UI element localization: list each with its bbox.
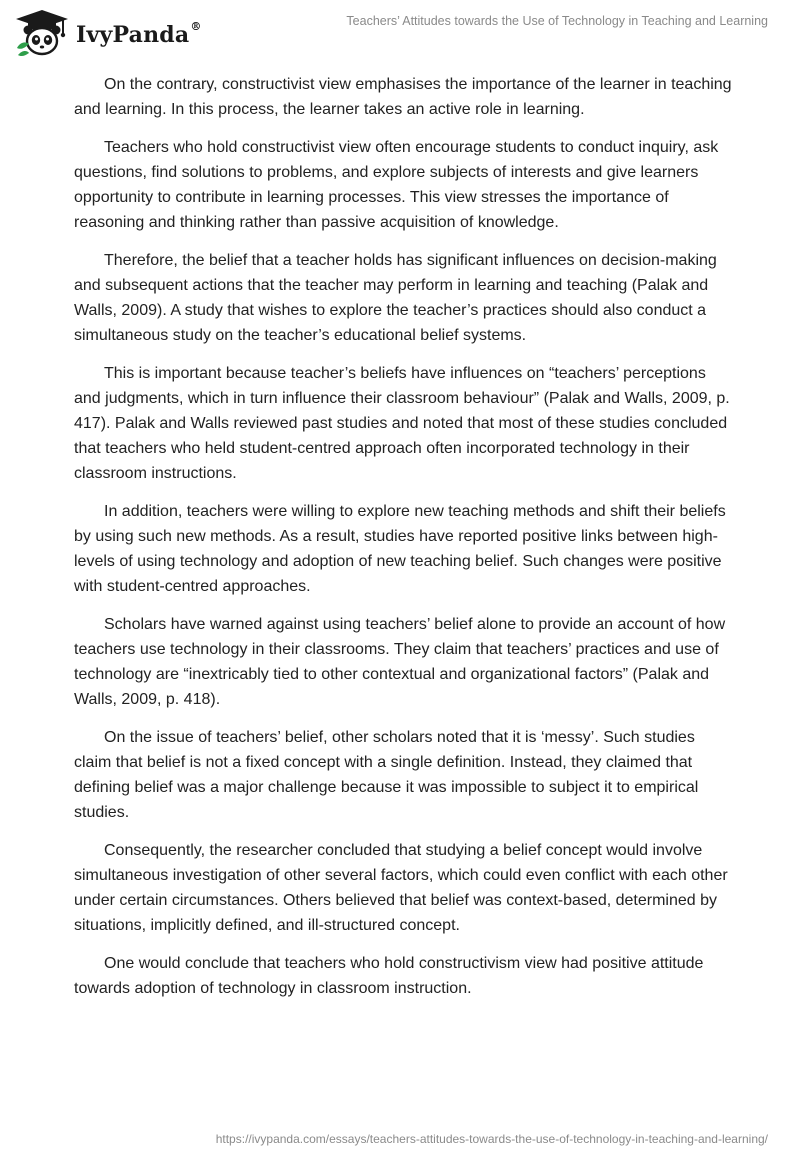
paragraph: Consequently, the researcher concluded that studying a belief concept would involve simultaneous investigation of other several factors, which could even conflict with each other under certain circumstances. Others believed that belief was context-based, determined by situations, implicitly defined, and ill-structured concept. [74, 842, 728, 934]
paragraph: One would conclude that teachers who hold constructivism view had positive attitude towards adoption of technology in classroom instruction. [74, 955, 704, 997]
paragraph: On the issue of teachers’ belief, other scholars noted that it is ‘messy’. Such studies claim that belief is not a fixed concept with a single definition. Instead, they claimed that defining belief was a major challenge because it was impossible to subject it to empirical studies. [74, 729, 699, 821]
logo[interactable] [14, 8, 202, 58]
paragraph: This is important because teacher’s beliefs have influences on “teachers’ perceptions and judgments, which in turn influence their classroom behaviour” (Palak and Walls, 2009, p. 417). Palak and Walls reviewed past studies and noted that most of these studies concluded that teachers who held student-centred approach often incorporated technology in their classroom instructions. [74, 365, 730, 482]
paragraph: Teachers who hold constructivist view often encourage students to conduct inquiry, ask questions, find solutions to problems, and explore subjects of interests and give learners opportunity to contribute in learning processes. This view stresses the importance of reasoning and thinking rather than passive acquisition of knowledge. [74, 139, 719, 231]
page-header [0, 0, 800, 70]
paragraph: Scholars have warned against using teachers’ belief alone to provide an account of how teachers use technology in their classrooms. They claim that teachers’ practices and use of technology are “inextricably tied to other contextual and organizational factors” (Palak and Walls, 2009, p. 418). [74, 616, 726, 708]
paragraph: Therefore, the belief that a teacher holds has significant influences on decision-making and subsequent actions that the teacher may perform in learning and teaching (Palak and Walls, 2009). A study that wishes to explore the teacher’s practices should also conduct a simultaneous study on the teacher’s educational belief systems. [74, 252, 717, 344]
paragraph: In addition, teachers were willing to explore new teaching methods and shift their beliefs by using such new methods. As a result, studies have reported positive links between high-levels of using technology and adoption of new teaching belief. Such changes were positive with student-centred approaches. [74, 503, 726, 595]
brand-name: IvyPanda® [76, 19, 202, 48]
source-url[interactable]: https://ivypanda.com/essays/teachers-attitudes-towards-the-use-of-technology-in-teaching-and-learning/ [215, 1132, 768, 1146]
panda-graduate-icon [14, 8, 70, 58]
paragraph: On the contrary, constructivist view emphasises the importance of the learner in teaching and learning. In this process, the learner takes an active role in learning. [74, 76, 732, 118]
document-title: Teachers’ Attitudes towards the Use of Technology in Teaching and Learning [346, 14, 768, 28]
essay-body [74, 72, 734, 1014]
